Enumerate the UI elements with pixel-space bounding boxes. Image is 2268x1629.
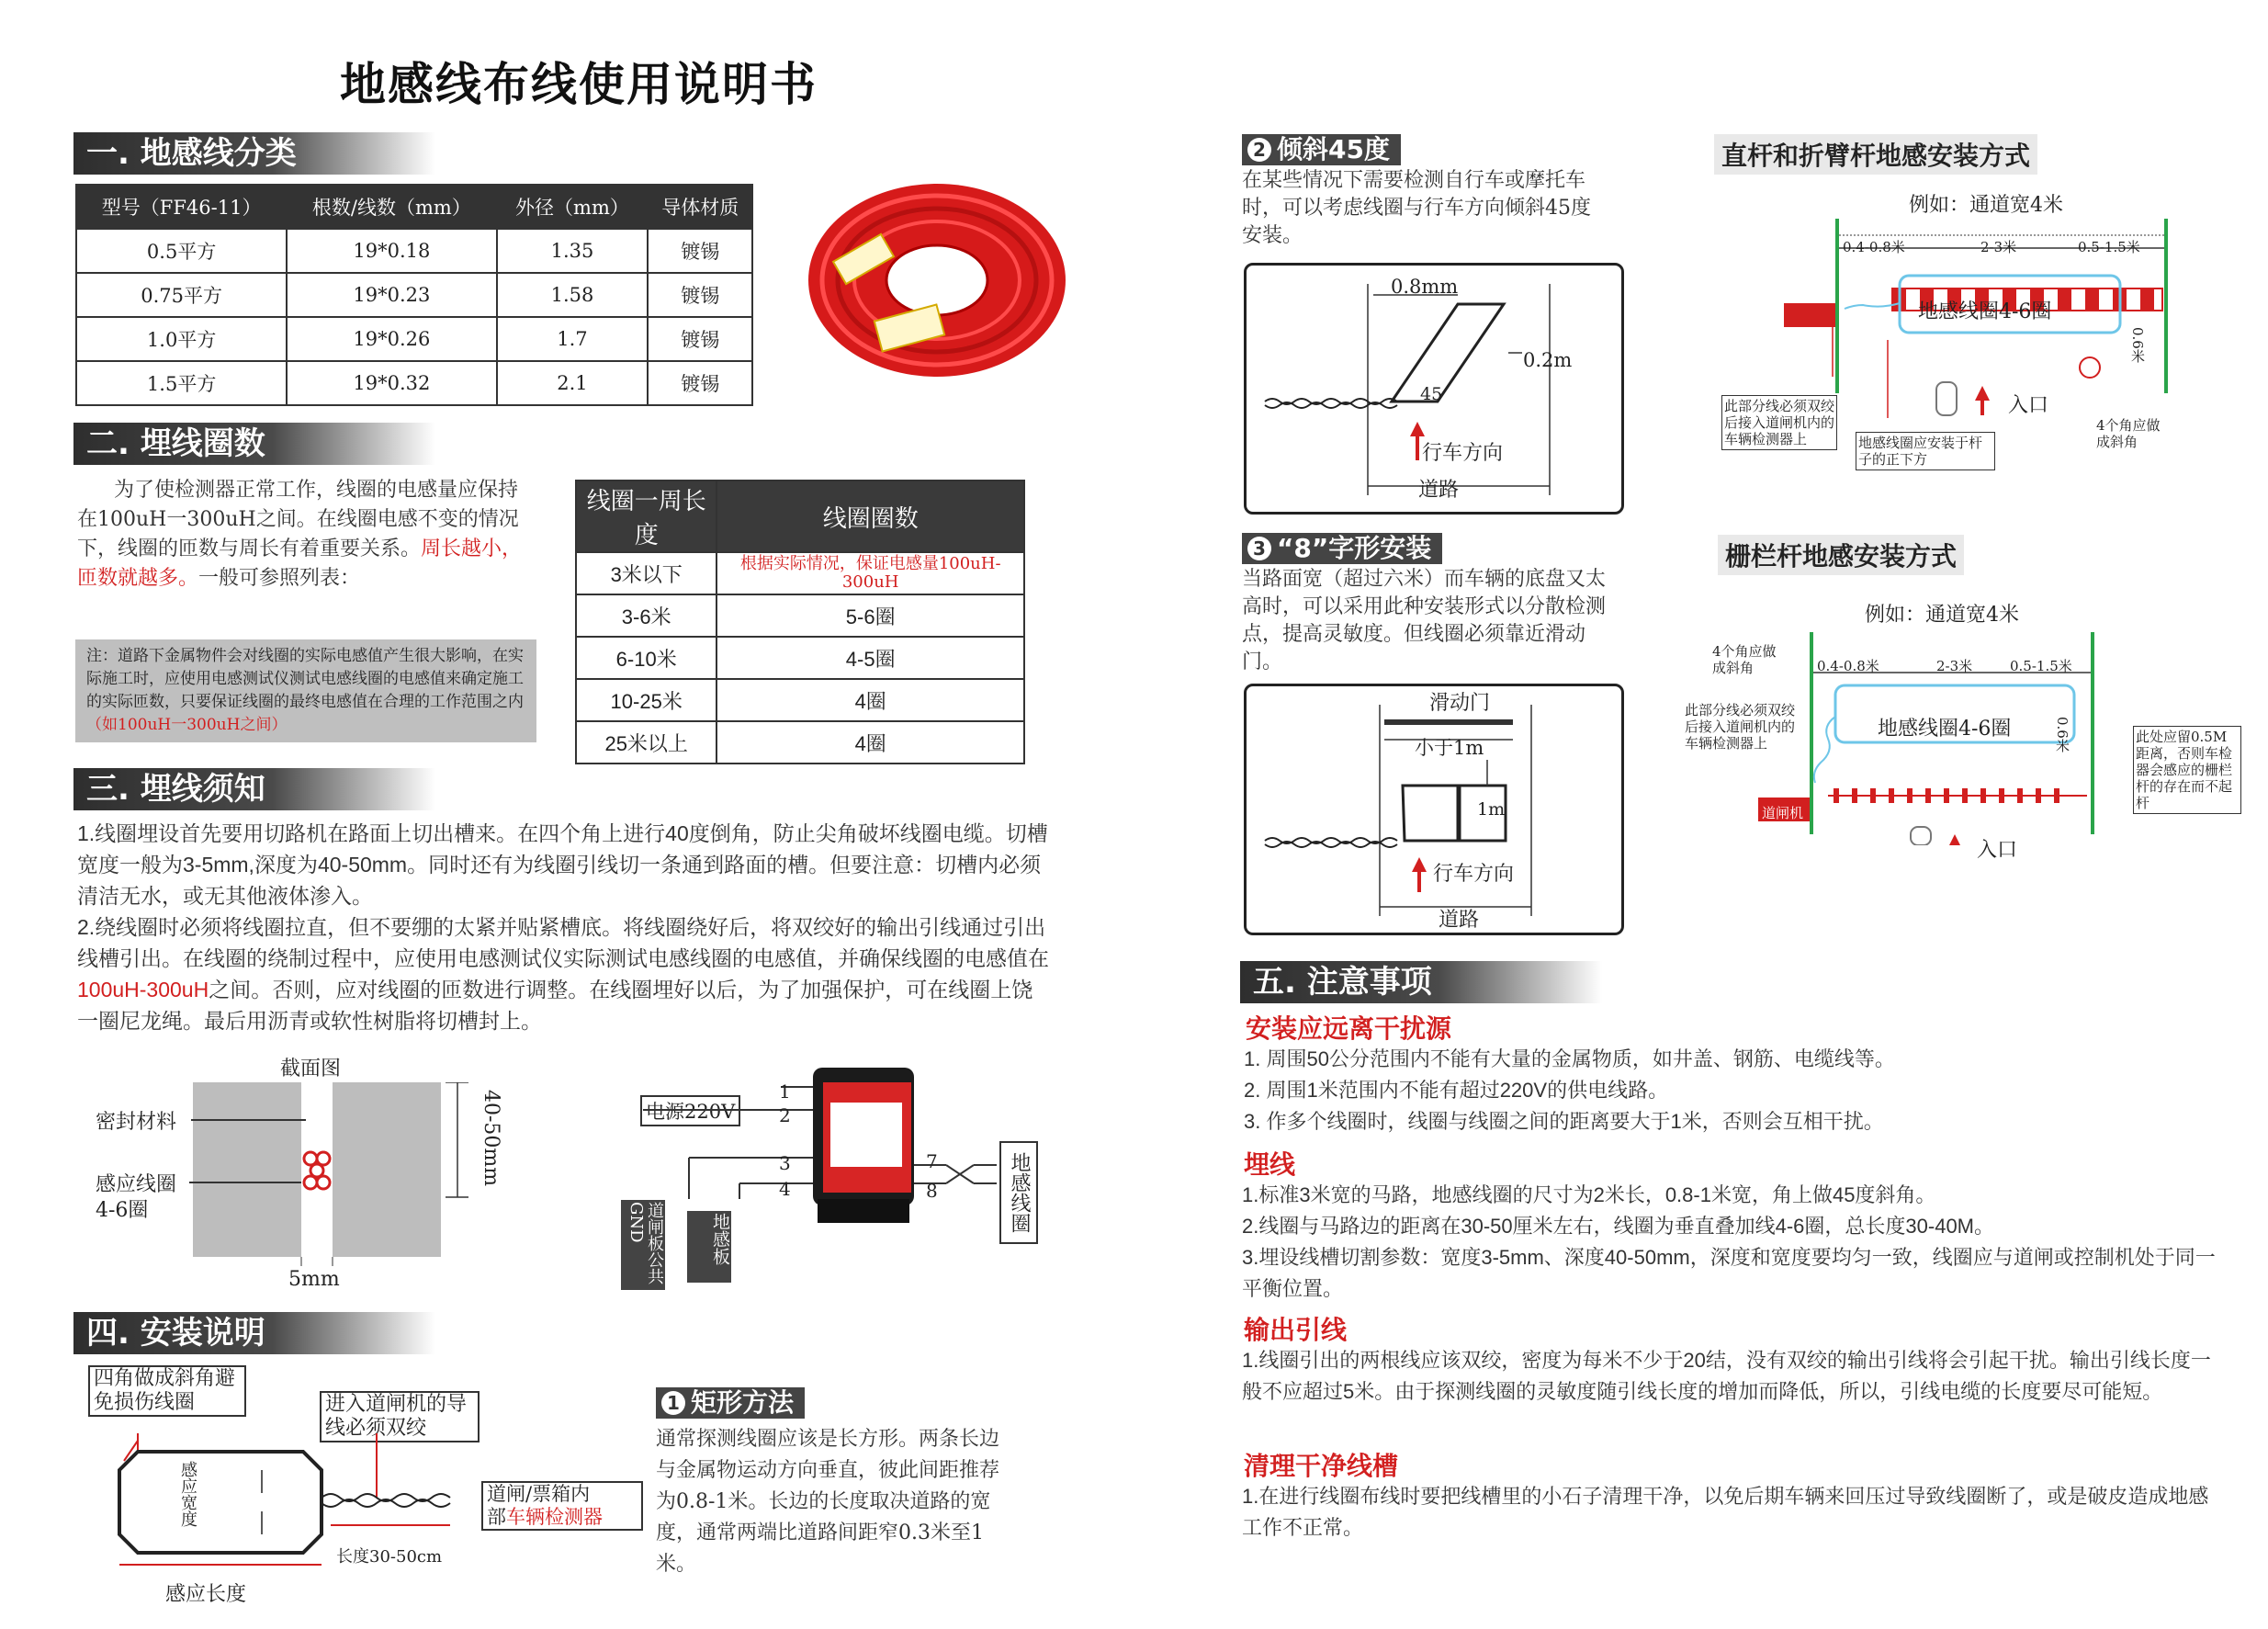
section-title-burying: 三. 埋线须知 (73, 768, 435, 810)
coil-note (75, 639, 536, 742)
wire-spool-image (799, 165, 1075, 386)
table-header: 线圈一周长度 (576, 481, 717, 552)
notes-list-lead (1242, 1345, 2216, 1408)
highlight-text: 周长越小，匝数就越多。 (77, 537, 523, 590)
text: 矩形方法 (691, 1387, 795, 1418)
note-text: 注：道路下金属物件会对线圈的实际电感值产生很大影响，在实际施工时，应使用电感测试仪测试电感线圈的电感值来确定施工的实际匝数，只要保证线圈的最终电感值在合理的工作范围之内 (86, 647, 524, 711)
straight-note-2: 地感线圈应安装于杆子的正下方 (1856, 432, 1995, 470)
straight-entry-label: 入口 (2008, 394, 2049, 417)
fence-arm-example: 例如：通道宽4米 (1865, 604, 2019, 627)
list-item: 1.线圈引出的两根线应该双绞，密度为每米不少于20结，没有双绞的输出引线将会引起干扰。输出引线长度一般不应超过5米。由于探测线圈的灵敏度随引线长度的增加而降低，所以，引线电缆的长度要尽可能短。 (1242, 1349, 2211, 1403)
cell: 3-6米 (576, 594, 717, 637)
power-label: 电源220V (640, 1095, 740, 1126)
table-row (76, 361, 752, 405)
coil-leader-line (189, 1182, 301, 1183)
fence-note-1: 此部分线必须双绞后接入道闸机内的车辆检测器上 (1685, 702, 1796, 752)
cell: 镀锡 (648, 317, 752, 361)
text: 为了使检测器正常工作，线圈的电感量应保持在100uH一300uH之间。在线圈电感不变的情况下，线圈的匝数与周长有着重要关系。 (77, 479, 519, 560)
pin-7: 7 (926, 1150, 938, 1172)
straight-gate-label: 道闸机 (1786, 336, 1828, 353)
fence-note-2: 此处应留0.5M距离，否则车检器会感应的栅栏杆的存在而不起杆 (2133, 726, 2241, 814)
corner-note: 四角做成斜角避免损伤线圈 (88, 1365, 246, 1417)
fence-dist-3: 0.5-1.5米 (2010, 658, 2072, 674)
page-title: 地感线布线使用说明书 (340, 58, 818, 111)
tilt-width-label: 0.8mm (1391, 276, 1459, 298)
fence-entry-label: 入口 (1977, 839, 2018, 862)
tilt-direction-label: 行车方向 (1422, 442, 1504, 465)
less-than-1m-label: 小于1m (1415, 737, 1484, 759)
method-1-title (656, 1387, 805, 1419)
cell: 25米以上 (576, 721, 717, 764)
list-item: 3. 作多个线圈时，线圈与线圈之间的距离要大于1米，否则会互相干扰。 (1244, 1110, 1884, 1133)
wire-spec-table (75, 184, 753, 406)
cell: 19*0.18 (287, 229, 496, 273)
table-header: 根数/线数（mm） (287, 185, 496, 229)
tilt-road-label: 道路 (1418, 479, 1460, 502)
table-row (576, 637, 1024, 679)
detector-note (481, 1481, 643, 1531)
straight-arm-title: 直杆和折臂杆地感安装方式 (1714, 134, 2037, 175)
highlight-text: 车辆检测器 (506, 1506, 603, 1528)
list-item: 1.标准3米宽的马路，地感线圈的尺寸为2米长，0.8-1米宽，角上做45度斜角。 (1242, 1183, 1936, 1206)
list-item: 1.在进行线圈布线时要把线槽里的小石子清理干净，以免后期车辆来回压过导致线圈断了，或是破皮造成地感工作不正常。 (1242, 1485, 2209, 1539)
sliding-door-label: 滑动门 (1429, 692, 1491, 715)
fence-dist-1: 0.4-0.8米 (1817, 658, 1879, 674)
cell: 1.58 (497, 273, 649, 317)
cell: 5-6圈 (717, 594, 1024, 637)
notes-heading-lead: 输出引线 (1244, 1316, 1348, 1344)
text: 之间。否则，应对线圈的匝数进行调整。在线圈埋好以后，为了加强保护，可在线圈上饶一圈尼龙绳。最后用沥青或软性树脂将切槽封上。 (77, 978, 1033, 1033)
cell: 根据实际情况，保证电感量100uH-300uH (717, 552, 1024, 594)
method-3-text: 当路面宽（超过六米）而车辆的底盘又太高时，可以采用此种安装形式以分散检测点，提高灵敏度。但线圈必须靠近滑动门。 (1242, 568, 1607, 673)
fence-arm-title: 栅栏杆地感安装方式 (1718, 535, 1964, 575)
cell: 6-10米 (576, 637, 717, 679)
method-3-diagram (1244, 684, 1624, 935)
dist-3: 0.5-1.5米 (2078, 239, 2140, 255)
notes-heading-clean: 清理干净线槽 (1244, 1452, 1399, 1480)
fence-loop-label: 地感线圈4-6圈 (1878, 718, 2012, 741)
fence-dist-2: 2-3米 (1936, 658, 1973, 674)
coil-turns-table (575, 480, 1025, 764)
straight-arm-example: 例如：通道宽4米 (1909, 194, 2063, 217)
note-highlight: （如100uH一300uH之间） (86, 716, 288, 734)
cell: 19*0.26 (287, 317, 496, 361)
table-row (76, 273, 752, 317)
cross-section-title: 截面图 (280, 1058, 342, 1080)
pin-2: 2 (779, 1104, 791, 1126)
gate-board-label (621, 1200, 665, 1290)
number-badge: 3 (1247, 537, 1271, 560)
twist-note: 进入道闸机的导线必须双绞 (320, 1391, 480, 1442)
fence-height-label: 0.6米 (2054, 717, 2071, 752)
table-header: 线圈圈数 (717, 481, 1024, 552)
dist-2: 2-3米 (1980, 239, 2017, 255)
highlight-text: 100uH-300uH (77, 978, 209, 1001)
burying-p2 (77, 911, 1051, 1036)
cell: 19*0.23 (287, 273, 496, 317)
table-header: 外径（mm） (497, 185, 649, 229)
table-header: 导体材质 (648, 185, 752, 229)
list-item: 1. 周围50公分范围内不能有大量的金属物质，如井盖、钢筋、电缆线等。 (1244, 1047, 1895, 1070)
cell: 0.5平方 (76, 229, 287, 273)
coil-turns-paragraph (77, 476, 527, 594)
text: 倾斜45度 (1277, 134, 1390, 164)
loop-box: 地感线圈 (999, 1141, 1038, 1244)
one-meter-label: 1m (1477, 799, 1506, 820)
tilt-angle-label: 45 (1420, 384, 1443, 404)
cell: 4圈 (717, 721, 1024, 764)
sensor-board-label: 地感板 (687, 1211, 731, 1283)
text: 公共GND (626, 1202, 664, 1284)
notes-list-clean (1242, 1481, 2216, 1544)
cross-section-diagram (193, 1082, 487, 1266)
method-3-title (1242, 533, 1442, 564)
method-1-text: 通常探测线圈应该是长方形。两条长边与金属物运动方向垂直，彼此间距推荐为0.8-1米。长边的长度取决道路的宽度，通常两端比道路间距窄0.3米至1米。 (656, 1428, 1000, 1576)
section-title-coil-turns: 二. 埋线圈数 (73, 423, 435, 465)
straight-corner-label: 4个角应做成斜角 (2096, 417, 2161, 450)
cell: 镀锡 (648, 361, 752, 405)
notes-list-burying (1242, 1180, 2216, 1305)
table-row (576, 721, 1024, 764)
sense-length-label: 感应长度 (165, 1583, 247, 1606)
figure8-direction-label: 行车方向 (1433, 863, 1515, 886)
pin-4: 4 (779, 1178, 791, 1200)
figure8-road-label: 道路 (1439, 909, 1480, 932)
cell: 1.5平方 (76, 361, 287, 405)
cell: 镀锡 (648, 229, 752, 273)
table-row (76, 229, 752, 273)
cell: 3米以下 (576, 552, 717, 594)
list-item: 2. 周围1米范围内不能有超过220V的供电线路。 (1244, 1079, 1669, 1102)
method-2-title (1242, 134, 1401, 165)
cell: 镀锡 (648, 273, 752, 317)
section-title-notes: 五. 注意事项 (1240, 961, 1602, 1003)
table-row (576, 594, 1024, 637)
text: 2.绕线圈时必须将线圈拉直，但不要绷的太紧并贴紧槽底。将线圈绕好后，将双绞好的输出引线通过引出线槽引出。在线圈的绕制过程中，应使用电感测试仪实际测试电感线圈的电感值，并确保线圈的电感值在 (77, 915, 1049, 970)
cell: 2.1 (497, 361, 649, 405)
lead-length-label: 长度30-50cm (336, 1547, 443, 1567)
pin-8: 8 (926, 1180, 938, 1202)
seal-label: 密封材料 (96, 1111, 177, 1134)
notes-list-interference (1244, 1044, 2208, 1137)
cell: 19*0.32 (287, 361, 496, 405)
width-label: 5mm (288, 1268, 340, 1291)
fence-corner-label: 4个角应做成斜角 (1712, 643, 1777, 676)
text: 道闸板 (645, 1202, 664, 1251)
sense-width-label: 感应宽度 (178, 1461, 197, 1527)
tilt-height-label: 0.2m (1523, 349, 1573, 371)
fence-gate-label: 道闸机 (1762, 805, 1804, 821)
notes-heading-burying: 埋线 (1244, 1150, 1296, 1179)
list-item: 3.埋设线槽切割参数：宽度3-5mm、深度40-50mm，深度和宽度要均匀一致，线圈应与道闸或控制机处于同一平衡位置。 (1242, 1246, 2216, 1300)
table-header: 型号（FF46-11） (76, 185, 287, 229)
seal-leader-line (191, 1119, 306, 1121)
method-2-text: 在某些情况下需要检测自行车或摩托车时，可以考虑线圈与行车方向倾斜45度安装。 (1242, 169, 1591, 247)
table-row (576, 552, 1024, 594)
table-row (76, 317, 752, 361)
coil-label: 感应线圈 (96, 1173, 177, 1196)
coil-turns-label: 4-6圈 (96, 1199, 149, 1222)
cell: 1.7 (497, 317, 649, 361)
pin-3: 3 (779, 1152, 791, 1174)
pin-1: 1 (779, 1080, 791, 1103)
section-title-classification: 一. 地感线分类 (73, 132, 435, 175)
dist-1: 0.4-0.8米 (1843, 239, 1905, 255)
text: 一般可参照列表： (198, 567, 361, 590)
straight-height-label: 0.6米 (2129, 327, 2146, 363)
text: “8”字形安装 (1277, 533, 1432, 563)
figure-eight-loop-svg (1247, 686, 1621, 933)
list-item: 2.线圈与马路边的距离在30-50厘米左右，线圈为垂直叠加线4-6圈，总长度30-40M。 (1242, 1215, 1995, 1238)
cell: 1.0平方 (76, 317, 287, 361)
cell: 4-5圈 (717, 637, 1024, 679)
table-row (576, 679, 1024, 721)
number-badge: 1 (661, 1391, 685, 1415)
number-badge: 2 (1247, 138, 1271, 162)
cell: 0.75平方 (76, 273, 287, 317)
burying-p1: 1.线圈埋设首先要用切路机在路面上切出槽来。在四个角上进行40度倒角，防止尖角破坏线圈电缆。切槽宽度一般为3-5mm,深度为40-50mm。同时还有为线圈引线切一条通到路面的槽。但要注意：切槽内必须清洁无水，或无其他液体渗入。 (77, 821, 1048, 908)
text: 道闸/票箱内 (487, 1483, 591, 1505)
text: 部 (487, 1506, 506, 1528)
depth-label: 40-50mm (480, 1090, 502, 1187)
section-title-install: 四. 安装说明 (73, 1312, 435, 1354)
cell: 4圈 (717, 679, 1024, 721)
cell: 1.35 (497, 229, 649, 273)
cell: 10-25米 (576, 679, 717, 721)
straight-note-1: 此部分线必须双绞后接入道闸机内的车辆检测器上 (1721, 395, 1837, 450)
straight-loop-label: 地感线圈4-6圈 (1918, 300, 2052, 323)
notes-heading-interference: 安装应远离干扰源 (1246, 1014, 1452, 1043)
